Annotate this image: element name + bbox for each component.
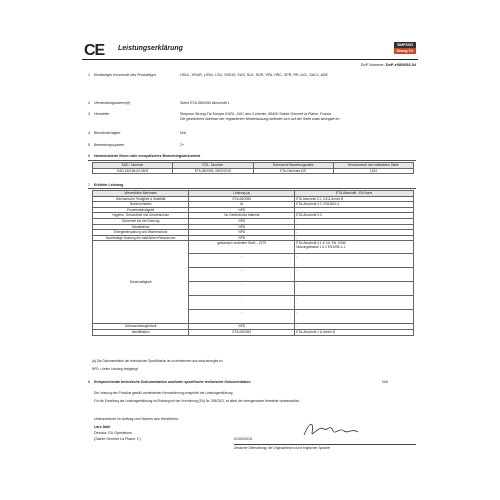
performance-header: Leistung (a): [189, 191, 295, 197]
item-number: 4: [88, 131, 90, 135]
ead-cell: ETA-08/0053, 05/02/2015: [173, 168, 253, 174]
section-title: Entsprechende technische Dokumentation und/oder spezifische technische Dokumentation: [94, 380, 251, 384]
ead-header: Kennnummer der notifizierten Stelle: [333, 163, 413, 169]
dop-number: [361, 63, 416, 68]
item-label: Harmonisierte Norm oder europäisches Bewertungsdokument: [94, 154, 201, 158]
signatory-position: Director, EU Operations: [94, 431, 132, 435]
ce-mark: CE: [84, 42, 105, 59]
table-row: Nachhaltige Nutzung der natürlichen Ressourcen NPD -: [93, 235, 414, 241]
section-title: Erklärte Leistung: [94, 183, 124, 187]
ead-cell: ETA-Danmark A/S: [253, 168, 333, 174]
signature-place: (Sainte Gemme La Plaine, F.): [94, 437, 142, 441]
divider: [88, 160, 416, 161]
table-row: - -: [93, 268, 414, 282]
ead-cell: EAD-130186-00-0603: [93, 168, 173, 174]
performance-table: [92, 190, 414, 336]
item-number: 2: [88, 101, 90, 105]
handwritten-signature: [300, 419, 370, 439]
durability-label: Dauerhaftigkeit: [93, 241, 189, 324]
table-row: Identifikation ETA-08/0053 ETA-Abschnitt 1 & Annex B: [93, 329, 414, 335]
table-row: Feuerbeständigkeit NPD: [93, 207, 414, 213]
table-row: - -: [93, 254, 414, 268]
table-row: Mechanische Festigkeit & Stabilität ETA-08/0053 ETA Abschnitt 3.1, 3.8 & Annex B: [93, 196, 414, 202]
ead-cell: 1343: [333, 168, 413, 174]
dop-number-value: DoP-e08/0053-04: [385, 63, 416, 67]
item-number: 6: [88, 154, 90, 158]
dop-number-label: DoP Nummer:: [360, 63, 385, 67]
item-value: Siehe ETA-08/0053 Abschnitt 1: [180, 101, 230, 105]
logo-bottom-text: Strong-Tie: [394, 48, 416, 54]
item-label: Bewertungssystem: [94, 143, 125, 147]
item-label: Bevollmächtigter: [94, 131, 121, 135]
ead-header: EAD - Nummer: [93, 163, 173, 169]
divider: [88, 188, 416, 189]
item-label: Hersteller: [94, 112, 110, 116]
performance-header: Wesentliche Merkmale: [93, 191, 189, 197]
ead-header: Technische Bewertungsstelle: [253, 163, 333, 169]
simpson-strong-tie-logo: [394, 42, 416, 54]
signed-for: Unterzeichnet im Auftrag und Namen des Herstellers:: [94, 417, 179, 421]
item-value: Simpson Strong-Tie Europe EURL, ZAC des 4 chemin, 85400 Sainte Gemme la Plaine, France: [180, 112, 332, 116]
table-row: Hygiene, Gesundheit und Umweltschutz No Gefährliches Material ETA-Abschnitt 3.3: [93, 213, 414, 219]
item-number: 3: [88, 112, 90, 116]
item-value: HSUL, HSUR, LSSU, LSU, SSS30, SUS, SUL, SUR, VPA, HRC, SPR, RR, ACL, SACL, ADE: [180, 73, 328, 77]
durability-norm: ETA-Abschnitt 3.1 & 3.8, EN 10346 Nutzungsklasse 1 & 2 EN1995-1-1: [295, 241, 414, 254]
declaration-2: Für die Erstellung der Leistungserklärung im Einklang mit der Verordnung (EU) Nr. 305/2011, ist allein der obengenannte Hersteller verantwortlich.: [94, 399, 300, 403]
declaration-1: Die Leistung des Produkts gemäß vorstehender Kennzeichnung entspricht der Leistungserklärung.: [94, 391, 234, 395]
table-row: Brandverhalten A1 ETA-Abschnitt 3.2, EN13501-1: [93, 202, 414, 208]
ead-table: [92, 162, 414, 174]
item-value: N/A: [180, 131, 186, 135]
footnote-a: (a) Die Dokumentation der technischen Spezifikation ist zu entnehmen aus www.strongtie.eu: [92, 359, 223, 363]
signature-date: 01/05/2015: [234, 437, 252, 441]
durability-value: galvanisch verzinkter Stahl – Z275: [189, 241, 295, 254]
item-label: Eindeutiger Kenncode des Produkttyps: [94, 73, 157, 77]
section-number: 8: [88, 380, 90, 384]
item-number: 1: [88, 73, 90, 77]
performance-header: ETA-Abschnitt - EN-Norm: [295, 191, 414, 197]
table-row-durability: [93, 241, 414, 254]
item-number: 5: [88, 143, 90, 147]
section-value: N/A: [382, 380, 388, 384]
logo-top-text: SIMPSON: [394, 42, 416, 48]
table-row: - -: [93, 310, 414, 324]
table-row: Energieeinsparung und Wärmeschutz NPD -: [93, 230, 414, 236]
section-number: 7: [88, 183, 90, 187]
document-header: [82, 37, 418, 60]
footnote-npd: NPD = keine Leistung festgelegt: [92, 367, 138, 371]
document-page: [82, 37, 418, 462]
table-row: - -: [93, 296, 414, 310]
translation-note: Deutsche Übersetzung, die Originalversion ist in englischer Sprache: [234, 446, 331, 450]
table-row: Sicherheit bei der Nutzung NPD -: [93, 218, 414, 224]
item-label: Verwendungszweck(e): [94, 101, 131, 105]
document-title: Leistungserklärung: [118, 45, 183, 52]
table-row: Gebrauchstauglichkeit NPD -: [93, 324, 414, 330]
table-row: - -: [93, 282, 414, 296]
item-value-note: Die gesetzliche Adresse der registrierten Niederlassung befindet sich auf der Seite www.strongtie.eu: [180, 117, 340, 121]
table-row: Schallschutz NPD -: [93, 224, 414, 230]
signatory-name: Lars Dahl: [94, 425, 111, 429]
item-value: 2+: [180, 143, 185, 147]
ead-header: ETA - Nummer: [173, 163, 253, 169]
signature-line: [234, 444, 416, 445]
